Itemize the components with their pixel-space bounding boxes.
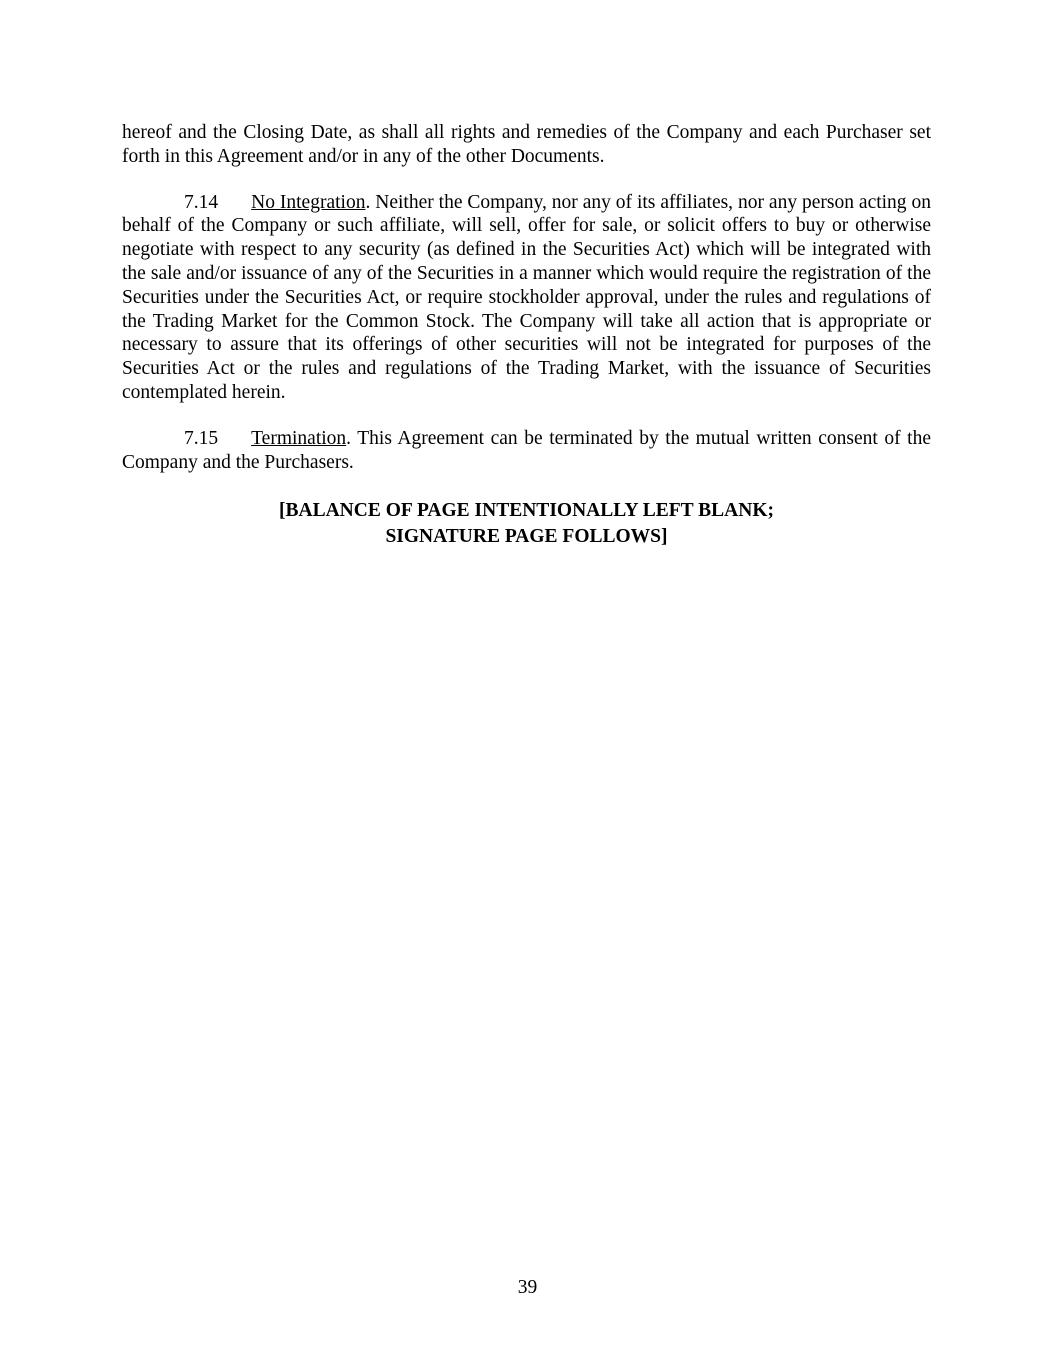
notice-line-1: [BALANCE OF PAGE INTENTIONALLY LEFT BLANK; bbox=[279, 500, 774, 522]
page-content bbox=[122, 121, 931, 549]
continuation-paragraph-text: hereof and the Closing Date, as shall all rights and remedies of the Company and each Purchaser set forth in this Agreement and/or in any of the other Documents. bbox=[122, 122, 931, 167]
continuation-paragraph bbox=[122, 121, 931, 169]
section-7-14-heading: No Integration bbox=[251, 191, 366, 213]
page-number: 39 bbox=[517, 1277, 538, 1298]
section-7-15-number: 7.15 bbox=[184, 427, 219, 449]
balance-of-page-notice bbox=[122, 498, 931, 549]
notice-line-2: SIGNATURE PAGE FOLLOWS] bbox=[385, 525, 668, 547]
section-7-15-body: . This Agreement can be terminated by the mutual written consent of the Company and the Purchasers. bbox=[122, 427, 931, 473]
section-7-15-heading: Termination bbox=[251, 427, 347, 449]
section-7-14-body: . Neither the Company, nor any of its affiliates, nor any person acting on behalf of the Company or such affiliate, will sell, offer for sale, or solicit offers to buy or otherwise negotiate with respect to any security (as defined in the Securities Act) which will be integrated with the sale and/or issuance of any of the Securities in a manner which would require the registration of the Securities under the Securities Act, or require stockholder approval, under the rules and regulations of the Trading Market for the Common Stock. The Company will take all action that is appropriate or necessary to assure that its offerings of other securities will not be integrated for purposes of the Securities Act or the rules and regulations of the Trading Market, with the issuance of Securities contemplated herein. bbox=[122, 191, 931, 403]
section-7-15 bbox=[122, 427, 931, 475]
section-7-14-number: 7.14 bbox=[184, 191, 219, 213]
section-7-14 bbox=[122, 191, 931, 405]
